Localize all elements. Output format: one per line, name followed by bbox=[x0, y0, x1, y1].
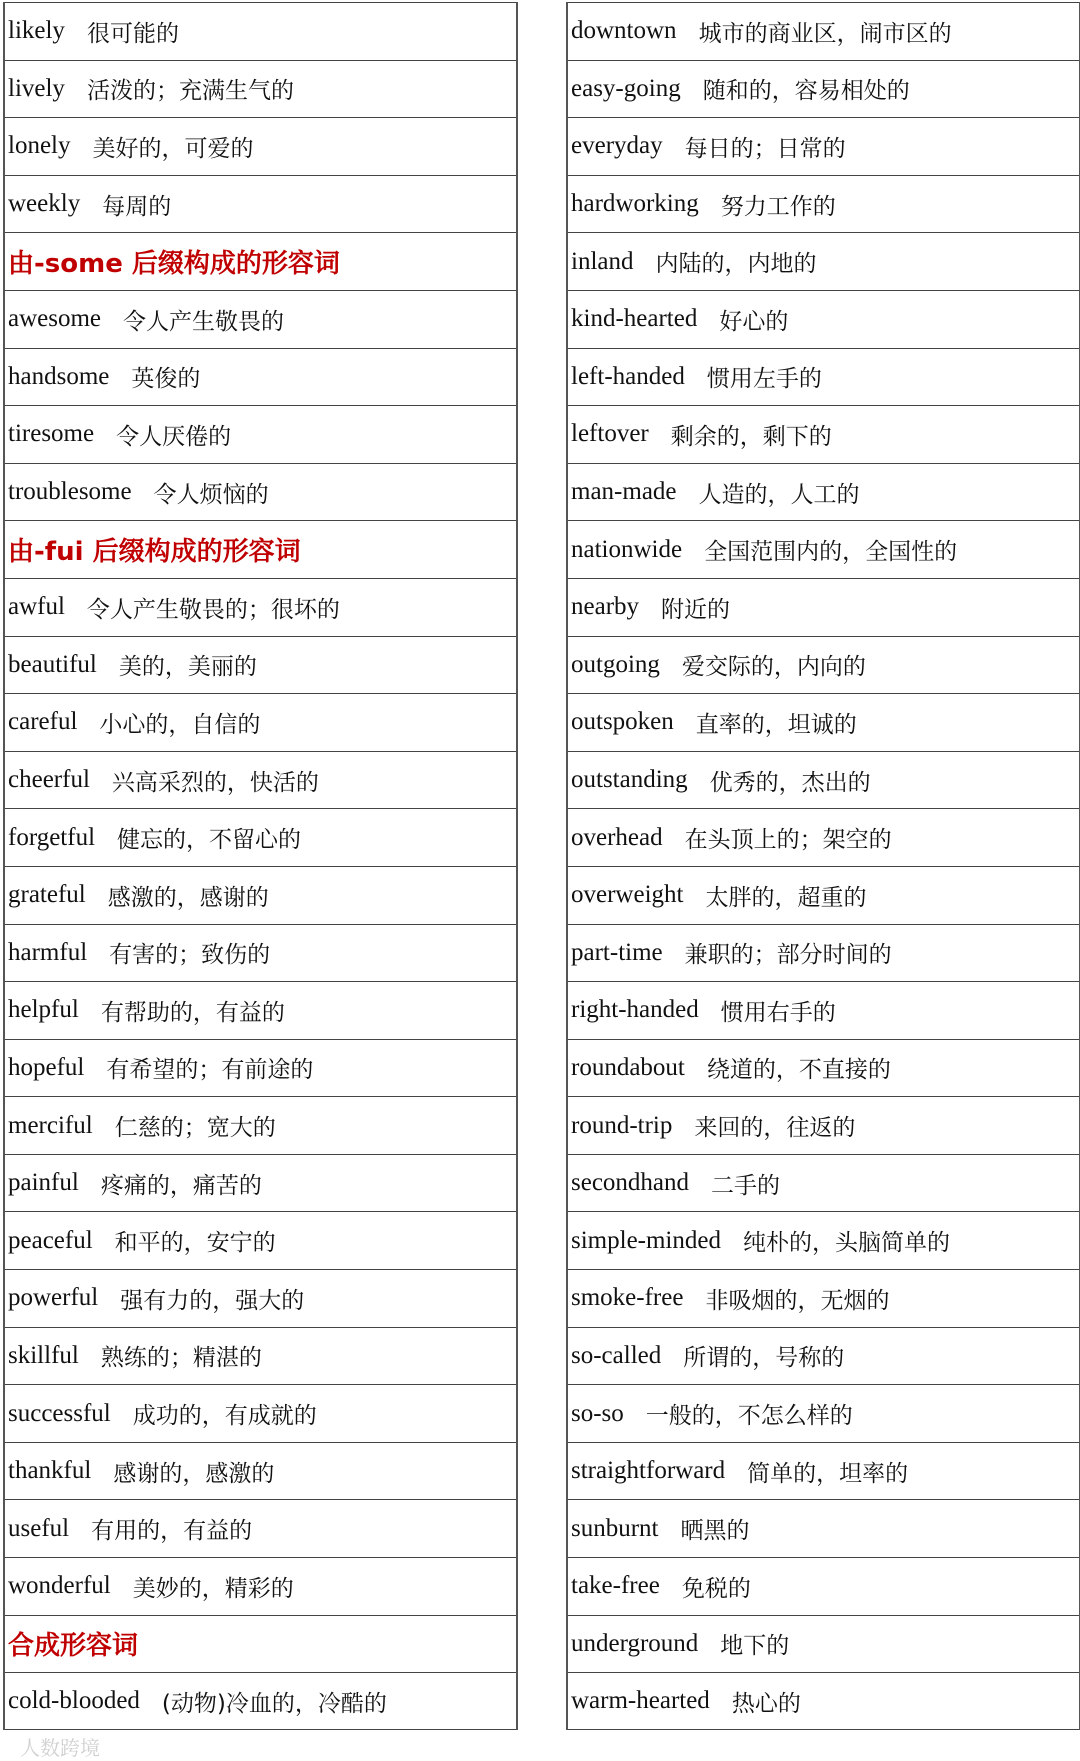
english-word: part-time bbox=[571, 938, 663, 966]
left-vocab-table bbox=[3, 2, 518, 1730]
english-word: roundabout bbox=[571, 1053, 685, 1081]
chinese-meaning: 晒黑的 bbox=[680, 1518, 750, 1545]
vocab-row bbox=[568, 405, 1079, 463]
chinese-meaning: 令人产生敬畏的 bbox=[123, 308, 285, 335]
chinese-meaning: 城市的商业区，闹市区的 bbox=[698, 20, 952, 47]
english-word: easy-going bbox=[571, 74, 681, 102]
vocab-row bbox=[5, 463, 516, 521]
english-word: right-handed bbox=[571, 996, 699, 1024]
watermark: 人数跨境 bbox=[20, 1736, 100, 1760]
chinese-meaning: 爱交际的，内向的 bbox=[681, 654, 866, 681]
english-word: smoke-free bbox=[571, 1284, 684, 1312]
vocab-row bbox=[568, 2, 1079, 60]
chinese-meaning: 内陆的，内地的 bbox=[655, 251, 817, 278]
chinese-meaning: 小心的，自信的 bbox=[99, 711, 261, 738]
chinese-meaning: 惯用左手的 bbox=[706, 366, 822, 393]
english-word: so-so bbox=[571, 1399, 624, 1427]
chinese-meaning: 兴高采烈的，快活的 bbox=[111, 769, 319, 796]
english-word: left-handed bbox=[571, 362, 685, 390]
english-word: beautiful bbox=[8, 650, 97, 678]
english-word: nationwide bbox=[571, 535, 683, 563]
vocab-row bbox=[568, 232, 1079, 290]
vocab-row bbox=[5, 1557, 516, 1615]
english-word: likely bbox=[8, 17, 65, 45]
chinese-meaning: 优秀的，杰出的 bbox=[709, 769, 871, 796]
vocab-row bbox=[5, 2, 516, 60]
chinese-meaning: 热心的 bbox=[731, 1690, 801, 1717]
vocab-row bbox=[5, 751, 516, 809]
chinese-meaning: 美好的，可爱的 bbox=[92, 135, 254, 162]
chinese-meaning: 非吸烟的，无烟的 bbox=[705, 1287, 890, 1314]
vocab-row bbox=[568, 1096, 1079, 1154]
english-word: thankful bbox=[8, 1457, 92, 1485]
chinese-meaning: 每周的 bbox=[102, 193, 172, 220]
english-word: weekly bbox=[8, 190, 81, 218]
vocab-row bbox=[568, 1154, 1079, 1212]
vocab-row bbox=[5, 866, 516, 924]
vocab-row bbox=[568, 866, 1079, 924]
english-word: merciful bbox=[8, 1111, 93, 1139]
section-heading: 合成形容词 bbox=[5, 1615, 516, 1673]
chinese-meaning: 有帮助的，有益的 bbox=[100, 999, 285, 1026]
vocab-row bbox=[5, 693, 516, 751]
vocab-row bbox=[5, 636, 516, 694]
vocab-row bbox=[5, 175, 516, 233]
chinese-meaning: 有害的；致伤的 bbox=[109, 942, 271, 969]
chinese-meaning: 英俊的 bbox=[131, 366, 201, 393]
chinese-meaning: 很可能的 bbox=[86, 20, 179, 47]
vocab-row bbox=[568, 60, 1079, 118]
english-word: peaceful bbox=[8, 1226, 93, 1254]
english-word: outgoing bbox=[571, 650, 660, 678]
vocab-row bbox=[5, 1499, 516, 1557]
chinese-meaning: 感谢的，感激的 bbox=[113, 1460, 275, 1487]
english-word: sunburnt bbox=[571, 1514, 659, 1542]
section-heading: 由-some 后缀构成的形容词 bbox=[5, 232, 516, 290]
chinese-meaning: 努力工作的 bbox=[720, 193, 836, 220]
vocab-row bbox=[5, 290, 516, 348]
vocab-row bbox=[568, 808, 1079, 866]
vocab-row bbox=[5, 1211, 516, 1269]
vocab-row bbox=[5, 60, 516, 118]
english-word: lively bbox=[8, 74, 65, 102]
right-vocab-table bbox=[566, 2, 1080, 1730]
chinese-meaning: 绕道的，不直接的 bbox=[706, 1057, 891, 1084]
vocab-row bbox=[5, 405, 516, 463]
vocab-row bbox=[568, 117, 1079, 175]
english-word: handsome bbox=[8, 362, 110, 390]
chinese-meaning: 人造的，人工的 bbox=[698, 481, 860, 508]
vocab-row bbox=[568, 1211, 1079, 1269]
english-word: outspoken bbox=[571, 708, 674, 736]
chinese-meaning: 免税的 bbox=[681, 1575, 751, 1602]
vocab-row bbox=[5, 1672, 516, 1730]
english-word: useful bbox=[8, 1514, 70, 1542]
vocab-row bbox=[5, 808, 516, 866]
english-word: forgetful bbox=[8, 823, 96, 851]
english-word: cheerful bbox=[8, 766, 90, 794]
vocab-row bbox=[568, 636, 1079, 694]
vocab-row bbox=[568, 924, 1079, 982]
english-word: outstanding bbox=[571, 766, 688, 794]
chinese-meaning: 令人产生敬畏的；很坏的 bbox=[86, 596, 340, 623]
chinese-meaning: 疼痛的，痛苦的 bbox=[100, 1172, 262, 1199]
chinese-meaning: 好心的 bbox=[719, 308, 789, 335]
chinese-meaning: 令人厌倦的 bbox=[116, 423, 232, 450]
english-word: round-trip bbox=[571, 1111, 673, 1139]
chinese-meaning: 强有力的，强大的 bbox=[120, 1287, 305, 1314]
chinese-meaning: 太胖的，超重的 bbox=[705, 884, 867, 911]
english-word: warm-hearted bbox=[571, 1687, 710, 1715]
english-word: troublesome bbox=[8, 478, 132, 506]
vocab-row bbox=[568, 1615, 1079, 1673]
chinese-meaning: 感激的，感谢的 bbox=[107, 884, 269, 911]
chinese-meaning: 有希望的；有前途的 bbox=[106, 1057, 314, 1084]
vocab-row bbox=[5, 1384, 516, 1442]
english-word: straightforward bbox=[571, 1457, 726, 1485]
vocab-row bbox=[5, 924, 516, 982]
vocab-row bbox=[568, 1442, 1079, 1500]
vocab-row bbox=[568, 1499, 1079, 1557]
vocab-row bbox=[568, 520, 1079, 578]
vocab-row bbox=[5, 1096, 516, 1154]
english-word: awesome bbox=[8, 305, 102, 333]
english-word: take-free bbox=[571, 1572, 660, 1600]
vocab-row bbox=[568, 175, 1079, 233]
vocab-row bbox=[568, 1327, 1079, 1385]
english-word: wonderful bbox=[8, 1572, 111, 1600]
vocab-row bbox=[5, 1269, 516, 1327]
vocab-row bbox=[5, 348, 516, 406]
chinese-meaning: 惯用右手的 bbox=[720, 999, 836, 1026]
english-word: awful bbox=[8, 593, 65, 621]
chinese-meaning: 纯朴的，头脑简单的 bbox=[742, 1230, 950, 1257]
vocab-row bbox=[568, 578, 1079, 636]
chinese-meaning: 剩余的，剩下的 bbox=[670, 423, 832, 450]
english-word: so-called bbox=[571, 1341, 662, 1369]
vocab-row bbox=[568, 348, 1079, 406]
english-word: skillful bbox=[8, 1341, 79, 1369]
vocab-row bbox=[5, 1039, 516, 1097]
vocab-row bbox=[568, 751, 1079, 809]
english-word: overweight bbox=[571, 881, 684, 909]
vocab-row bbox=[5, 981, 516, 1039]
english-word: hopeful bbox=[8, 1053, 85, 1081]
chinese-meaning: 直率的，坦诚的 bbox=[695, 711, 857, 738]
chinese-meaning: 二手的 bbox=[711, 1172, 781, 1199]
chinese-meaning: 一般的，不怎么样的 bbox=[645, 1403, 853, 1430]
vocab-row bbox=[5, 1442, 516, 1500]
chinese-meaning: 熟练的；精湛的 bbox=[100, 1345, 262, 1372]
chinese-meaning: 有用的，有益的 bbox=[91, 1518, 253, 1545]
english-word: powerful bbox=[8, 1284, 99, 1312]
chinese-meaning: (动物)冷血的，冷酷的 bbox=[161, 1690, 387, 1717]
chinese-meaning: 仁慈的；宽大的 bbox=[114, 1115, 276, 1142]
english-word: tiresome bbox=[8, 420, 95, 448]
english-word: simple-minded bbox=[571, 1226, 721, 1254]
vocab-row bbox=[568, 1269, 1079, 1327]
vocab-row bbox=[568, 981, 1079, 1039]
chinese-meaning: 地下的 bbox=[720, 1633, 790, 1660]
chinese-meaning: 成功的，有成就的 bbox=[132, 1403, 317, 1430]
english-word: lonely bbox=[8, 132, 71, 160]
english-word: everyday bbox=[571, 132, 663, 160]
section-heading: 由-fui 后缀构成的形容词 bbox=[5, 520, 516, 578]
english-word: helpful bbox=[8, 996, 79, 1024]
chinese-meaning: 随和的，容易相处的 bbox=[702, 78, 910, 105]
english-word: hardworking bbox=[571, 190, 699, 218]
chinese-meaning: 令人烦恼的 bbox=[153, 481, 269, 508]
chinese-meaning: 和平的，安宁的 bbox=[114, 1230, 276, 1257]
chinese-meaning: 在头顶上的；架空的 bbox=[684, 827, 892, 854]
english-word: leftover bbox=[571, 420, 649, 448]
chinese-meaning: 简单的，坦率的 bbox=[747, 1460, 909, 1487]
vocab-row bbox=[5, 1327, 516, 1385]
english-word: painful bbox=[8, 1169, 79, 1197]
chinese-meaning: 附近的 bbox=[661, 596, 731, 623]
vocab-row bbox=[5, 117, 516, 175]
english-word: secondhand bbox=[571, 1169, 690, 1197]
english-word: successful bbox=[8, 1399, 111, 1427]
chinese-meaning: 健忘的，不留心的 bbox=[117, 827, 302, 854]
vocab-row bbox=[568, 463, 1079, 521]
vocab-row bbox=[568, 1039, 1079, 1097]
english-word: inland bbox=[571, 247, 634, 275]
vocab-row bbox=[568, 1384, 1079, 1442]
english-word: underground bbox=[571, 1629, 699, 1657]
vocab-row bbox=[5, 1154, 516, 1212]
english-word: grateful bbox=[8, 881, 86, 909]
english-word: kind-hearted bbox=[571, 305, 698, 333]
english-word: man-made bbox=[571, 478, 677, 506]
chinese-meaning: 美妙的，精彩的 bbox=[132, 1575, 294, 1602]
vocab-row bbox=[568, 290, 1079, 348]
chinese-meaning: 每日的；日常的 bbox=[684, 135, 846, 162]
english-word: downtown bbox=[571, 17, 677, 45]
chinese-meaning: 全国范围内的，全国性的 bbox=[704, 539, 958, 566]
english-word: harmful bbox=[8, 938, 88, 966]
chinese-meaning: 所谓的，号称的 bbox=[683, 1345, 845, 1372]
english-word: overhead bbox=[571, 823, 663, 851]
chinese-meaning: 来回的，往返的 bbox=[694, 1115, 856, 1142]
vocab-row bbox=[568, 693, 1079, 751]
vocab-row bbox=[568, 1672, 1079, 1730]
vocab-row bbox=[568, 1557, 1079, 1615]
english-word: careful bbox=[8, 708, 78, 736]
english-word: cold-blooded bbox=[8, 1687, 140, 1715]
english-word: nearby bbox=[571, 593, 640, 621]
vocab-row bbox=[5, 578, 516, 636]
chinese-meaning: 活泼的；充满生气的 bbox=[86, 78, 294, 105]
chinese-meaning: 美的，美丽的 bbox=[118, 654, 257, 681]
chinese-meaning: 兼职的；部分时间的 bbox=[684, 942, 892, 969]
